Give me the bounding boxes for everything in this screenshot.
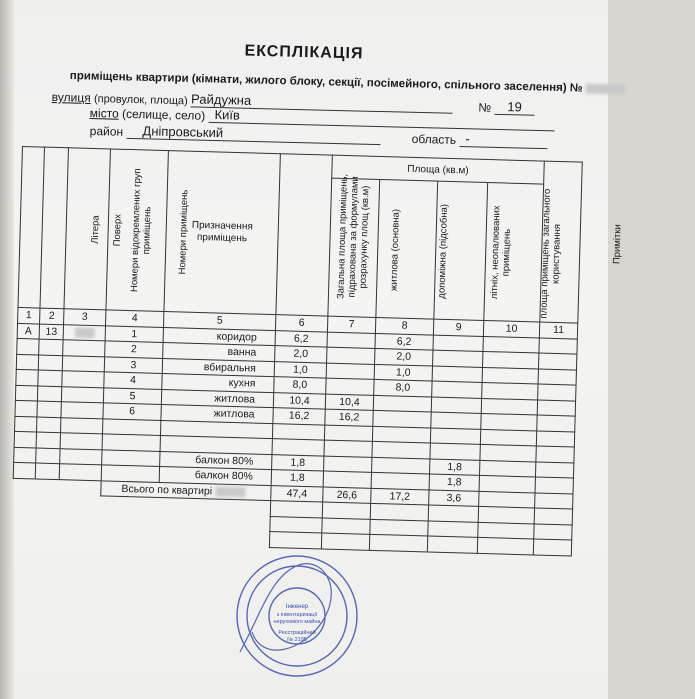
- living-area-cell: [326, 363, 374, 380]
- living-area-cell: [327, 347, 375, 364]
- total-area-cell: 2,0: [275, 346, 327, 363]
- aux-area-cell: [371, 472, 429, 489]
- header-summer-text: літніх, неопалюваних приміщень: [488, 204, 513, 299]
- group-cell: [60, 448, 102, 465]
- room-number-cell: 4: [104, 372, 162, 389]
- notes-cell: [537, 415, 575, 432]
- svg-text:нерухомого майна: нерухомого майна: [273, 619, 321, 625]
- living-area-cell: 16,2: [325, 409, 373, 426]
- summer-area-cell: [431, 412, 481, 429]
- notes-cell: [538, 384, 576, 401]
- city-hint: (селище, село): [121, 106, 206, 123]
- notes-cell: [537, 399, 575, 416]
- explication-table: [11, 146, 624, 561]
- poverkh-cell: [35, 463, 59, 479]
- col-number: 7: [327, 316, 375, 333]
- total-area-cell: 10,4: [273, 392, 325, 409]
- region-label: область: [411, 131, 457, 147]
- col-number: 10: [483, 320, 539, 337]
- purpose-cell: балкон 80%: [159, 466, 271, 485]
- total-area-cell: 1,0: [274, 361, 326, 378]
- purpose-cell: ванна: [163, 343, 275, 362]
- aux-area-cell: 2,0: [375, 348, 433, 365]
- common-area-cell: [479, 460, 535, 477]
- col-number: 11: [539, 322, 577, 339]
- litera-cell: [15, 385, 37, 401]
- group-cell: [60, 433, 102, 450]
- living-area-cell: [326, 378, 374, 395]
- summer-area-cell: [430, 443, 480, 460]
- poverkh-cell: [36, 448, 60, 464]
- room-number-cell: [102, 434, 160, 451]
- purpose-cell: житлова: [161, 404, 273, 423]
- common-area-cell: [480, 444, 536, 461]
- header-notes-text: Примітки: [611, 224, 624, 265]
- number-value: 19: [494, 99, 534, 116]
- col-number: 2: [40, 308, 64, 324]
- header-aux-text: допоміжна (підсобна): [436, 203, 451, 299]
- litera-cell: А: [17, 323, 39, 339]
- group-cell: [63, 324, 105, 341]
- room-number-cell: 3: [104, 356, 162, 373]
- summer-area-cell: [433, 350, 483, 367]
- poverkh-cell: [38, 355, 62, 371]
- total-area-cell: [272, 439, 324, 456]
- subtitle-text: приміщень квартири (кімнати, жилого блоку, секції, посімейного, спільного заселення) №: [69, 70, 583, 95]
- litera-cell: [14, 447, 36, 463]
- common-area-cell: [482, 382, 538, 399]
- aux-area-cell: [372, 426, 430, 443]
- litera-cell: [17, 338, 39, 354]
- total-area-cell: 1,8: [272, 454, 324, 471]
- group-cell: [61, 417, 103, 434]
- city-label: місто: [89, 105, 119, 121]
- room-number-cell: [102, 418, 160, 435]
- group-cell: [61, 386, 103, 403]
- purpose-cell: балкон 80%: [160, 451, 272, 470]
- common-area-cell: [483, 336, 539, 353]
- common-area-cell: [480, 429, 536, 446]
- col-number: 3: [64, 309, 106, 326]
- notes-cell: [538, 369, 576, 386]
- redacted-mark: [74, 328, 94, 339]
- common-area-cell: [479, 475, 535, 492]
- header-rooms-text: Номери приміщень: [176, 189, 191, 275]
- total-summer: 3,6: [429, 489, 479, 506]
- total-notes: [535, 492, 573, 509]
- aux-area-cell: 6,2: [375, 333, 433, 350]
- living-area-cell: [323, 471, 371, 488]
- street-value: Райдужна: [191, 91, 453, 113]
- header-common-text: площа приміщень загального користування: [538, 188, 564, 319]
- aux-area-cell: [372, 457, 430, 474]
- empty-cell: [35, 478, 59, 494]
- empty-cell: [59, 479, 101, 496]
- common-area-cell: [481, 413, 537, 430]
- district-value: Дніпровський: [126, 123, 380, 145]
- total-living: 26,6: [323, 487, 371, 504]
- header-poverkh-text: Поверх: [111, 213, 124, 247]
- region-value: -: [459, 131, 547, 149]
- empty-cell: [13, 478, 35, 494]
- poverkh-cell: [39, 339, 63, 355]
- header-groups-text: Номери відокремлених груп приміщень: [128, 168, 154, 293]
- notes-cell: [536, 430, 574, 447]
- group-cell: [59, 464, 101, 481]
- room-number-cell: 2: [105, 341, 163, 358]
- poverkh-cell: [37, 386, 61, 402]
- group-cell: [62, 371, 104, 388]
- purpose-cell: вбиральня: [162, 358, 274, 377]
- col-number: 1: [18, 307, 40, 323]
- room-number-cell: [102, 449, 160, 466]
- total-area-cell: 16,2: [273, 408, 325, 425]
- header-purpose: Призначення приміщень: [164, 151, 280, 315]
- group-cell: [61, 402, 103, 419]
- header-area: Площа (кв.м): [332, 155, 545, 184]
- summer-area-cell: [433, 335, 483, 352]
- total-common: [479, 491, 535, 508]
- svg-text:Інженер: Інженер: [285, 604, 309, 610]
- notes-cell: [536, 446, 574, 463]
- header-litera-text: Літера: [89, 215, 102, 244]
- district-label: район: [89, 123, 124, 139]
- poverkh-cell: [37, 401, 61, 417]
- living-area-cell: [324, 456, 372, 473]
- street-hint: (провулок, площа): [93, 93, 188, 108]
- group-cell: [63, 340, 105, 357]
- aux-area-cell: [373, 410, 431, 427]
- redacted-mark: [215, 486, 245, 497]
- litera-cell: [13, 462, 35, 478]
- svg-text:з інвентаризації: з інвентаризації: [276, 612, 318, 618]
- room-number-cell: 5: [103, 387, 161, 404]
- purpose-cell: коридор: [163, 327, 275, 346]
- litera-cell: [15, 400, 37, 416]
- notes-cell: [535, 461, 573, 478]
- living-area-cell: [324, 425, 372, 442]
- document-title: ЕКСПЛІКАЦІЯ: [244, 42, 364, 63]
- purpose-cell: кухня: [162, 374, 274, 393]
- aux-area-cell: [373, 395, 431, 412]
- svg-text:Реєстраційний: Реєстраційний: [278, 630, 316, 636]
- header-total-text: Загальна площа приміщень, підрахована за формулами розрахунку площ (кв.м): [335, 173, 372, 299]
- aux-area-cell: 1,0: [374, 364, 432, 381]
- purpose-cell: житлова: [161, 389, 273, 408]
- litera-cell: [14, 431, 36, 447]
- group-cell: [62, 355, 104, 372]
- living-area-cell: [324, 440, 372, 457]
- street-label: вулиця: [51, 89, 91, 105]
- room-number-cell: 6: [103, 403, 161, 420]
- poverkh-cell: 13: [39, 324, 63, 340]
- header-total: [276, 154, 372, 316]
- summer-area-cell: 1,8: [429, 474, 479, 491]
- living-area-cell: 10,4: [325, 394, 373, 411]
- room-number-cell: [101, 465, 159, 482]
- header-aux: [376, 180, 451, 319]
- total-area: 47,4: [271, 485, 323, 502]
- total-aux: 17,2: [371, 488, 429, 505]
- city-value: Київ: [208, 107, 554, 131]
- common-area-cell: [482, 367, 538, 384]
- total-area-cell: 1,8: [271, 470, 323, 487]
- litera-cell: [16, 369, 38, 385]
- page-edge-shadow: [0, 0, 14, 699]
- common-area-cell: [481, 398, 537, 415]
- poverkh-cell: [38, 370, 62, 386]
- notes-cell: [535, 477, 573, 494]
- col-number: 6: [275, 315, 327, 332]
- poverkh-cell: [37, 417, 61, 433]
- total-area-cell: [272, 423, 324, 440]
- total-area-cell: 8,0: [274, 377, 326, 394]
- summer-area-cell: [430, 428, 480, 445]
- col-number: 4: [106, 310, 164, 327]
- redacted-number: [586, 84, 626, 95]
- summer-area-cell: [431, 397, 481, 414]
- litera-cell: [16, 354, 38, 370]
- svg-text:№ 2195: № 2195: [287, 637, 307, 643]
- col-number: 5: [164, 312, 276, 331]
- notes-cell: [539, 353, 577, 370]
- poverkh-cell: [36, 432, 60, 448]
- total-label-text: Всього по квартирі: [121, 482, 213, 498]
- summer-area-cell: [432, 366, 482, 383]
- total-area-cell: 6,2: [275, 330, 327, 347]
- summer-area-cell: [432, 381, 482, 398]
- number-label: №: [478, 100, 492, 115]
- summer-area-cell: 1,8: [430, 459, 480, 476]
- col-number: 8: [375, 317, 433, 334]
- litera-cell: [15, 416, 37, 432]
- aux-area-cell: [372, 441, 430, 458]
- col-number: 9: [433, 319, 483, 336]
- header-living-text: житлова (основна): [388, 208, 402, 291]
- room-number-cell: 1: [105, 325, 163, 342]
- common-area-cell: [483, 351, 539, 368]
- aux-area-cell: 8,0: [374, 379, 432, 396]
- official-stamp: [232, 552, 362, 680]
- notes-cell: [539, 338, 577, 355]
- living-area-cell: [327, 332, 375, 349]
